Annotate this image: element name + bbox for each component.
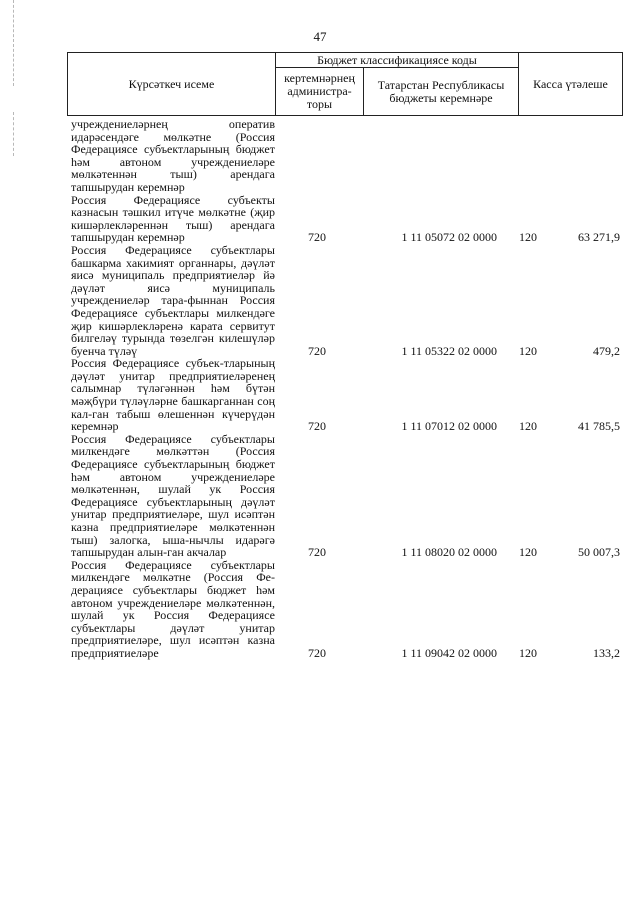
- row-kind-code: 120: [519, 645, 537, 660]
- page-number: 47: [313, 29, 327, 44]
- row-admin-code: 720: [308, 645, 326, 660]
- margin-dash-line-middle: [13, 112, 14, 156]
- row-name: Россия Федерациясе субъек-тларының дәүләт унитар предприятиеләренең салымнар түләгәннән һәм бүтән мәҗбүри түләүләрне башкарганнан соң кал-ган табыш өлешеннән күчерүдән керемнәр: [71, 356, 275, 434]
- row-amount: 41 785,5: [578, 419, 620, 434]
- row-name: Россия Федерациясе субъектлары милкендәге мөлкәттән (Россия Федерациясе субъектларының бюджет һәм автоном учреждениеләре мөлкәтеннән, шулай ук Россия Федерациясе субъектларының дәүләт унитар предприятиеләре, шул исәптән казна предприятиеләре мөлкәтеннән тыш) залогка, ыша-нычлы идарәгә тапшырудан алын-ган акчалар: [71, 431, 275, 560]
- row-admin-code: 720: [308, 545, 326, 560]
- row-budget-code: 1 11 05322 02 0000: [401, 343, 497, 358]
- table-row: [67, 244, 623, 357]
- row-amount: 50 007,3: [578, 545, 620, 560]
- header-budget-codes: Бюджет классификациясе коды: [276, 53, 519, 68]
- row-kind-code: 120: [519, 230, 537, 245]
- table-row: [67, 194, 623, 244]
- row-admin-code: 720: [308, 419, 326, 434]
- row-name: учреждениеләрнең оператив идарәсендәге мөлкәтне (Россия Федерациясе субъектларының бюджет һәм автоном учреждениеләре мөлкәтеннән тыш) арендага тапшырудан керемнәр: [71, 117, 275, 194]
- row-amount: 479,2: [593, 343, 620, 358]
- table-row: [67, 357, 623, 433]
- table-row: [67, 433, 623, 559]
- header-indicator-name: Күрсәткеч исеме: [68, 53, 276, 116]
- revenue-rows: [67, 118, 623, 660]
- header-cash-execution: Касса үтәлеше: [519, 53, 623, 116]
- row-budget-code: 1 11 08020 02 0000: [401, 545, 497, 560]
- row-name: Россия Федерациясе субъектлары башкарма хакимият органнары, дәүләт яисә муниципаль предприятиеләр йә дәүләт яисә муниципаль учреждениеләр тара-фыннан Россия Федерациясе субъектлары милкендәге җир кишәрлекләренә карата сервитут билгеләү турында төзелгән килешүләр буенча түләү: [71, 242, 275, 358]
- row-amount: 63 271,9: [578, 230, 620, 245]
- row-kind-code: 120: [519, 419, 537, 434]
- header-chief-admin: кертемнәрнең администра-торы: [276, 68, 364, 116]
- row-budget-code: 1 11 05072 02 0000: [401, 230, 497, 245]
- header-table: [67, 52, 623, 116]
- table-row: [67, 559, 623, 660]
- row-name: Россия Федерациясе субъектлары милкендәге мөлкәтне (Россия Фе-дерациясе субъектлары бюджет һәм автоном учреждениеләре мөлкәтеннән, шулай ук Россия Федерациясе субъектлары дәүләт унитар предприятиеләре, шул исәптән казна предприятиеләре: [71, 557, 275, 660]
- row-admin-code: 720: [308, 230, 326, 245]
- row-kind-code: 120: [519, 545, 537, 560]
- row-kind-code: 120: [519, 343, 537, 358]
- row-budget-code: 1 11 07012 02 0000: [401, 419, 497, 434]
- row-name: Россия Федерациясе субъекты казнасын тәшкил итүче мөлкәтне (җир кишәрлекләреннән тыш) арендага тапшырудан керемнәр: [71, 192, 275, 245]
- row-admin-code: 720: [308, 343, 326, 358]
- row-budget-code: 1 11 09042 02 0000: [401, 645, 497, 660]
- table-row: [67, 118, 623, 194]
- row-amount: 133,2: [593, 645, 620, 660]
- header-tatarstan-revenues: Татарстан Республикасы бюджеты керемнәре: [364, 68, 519, 116]
